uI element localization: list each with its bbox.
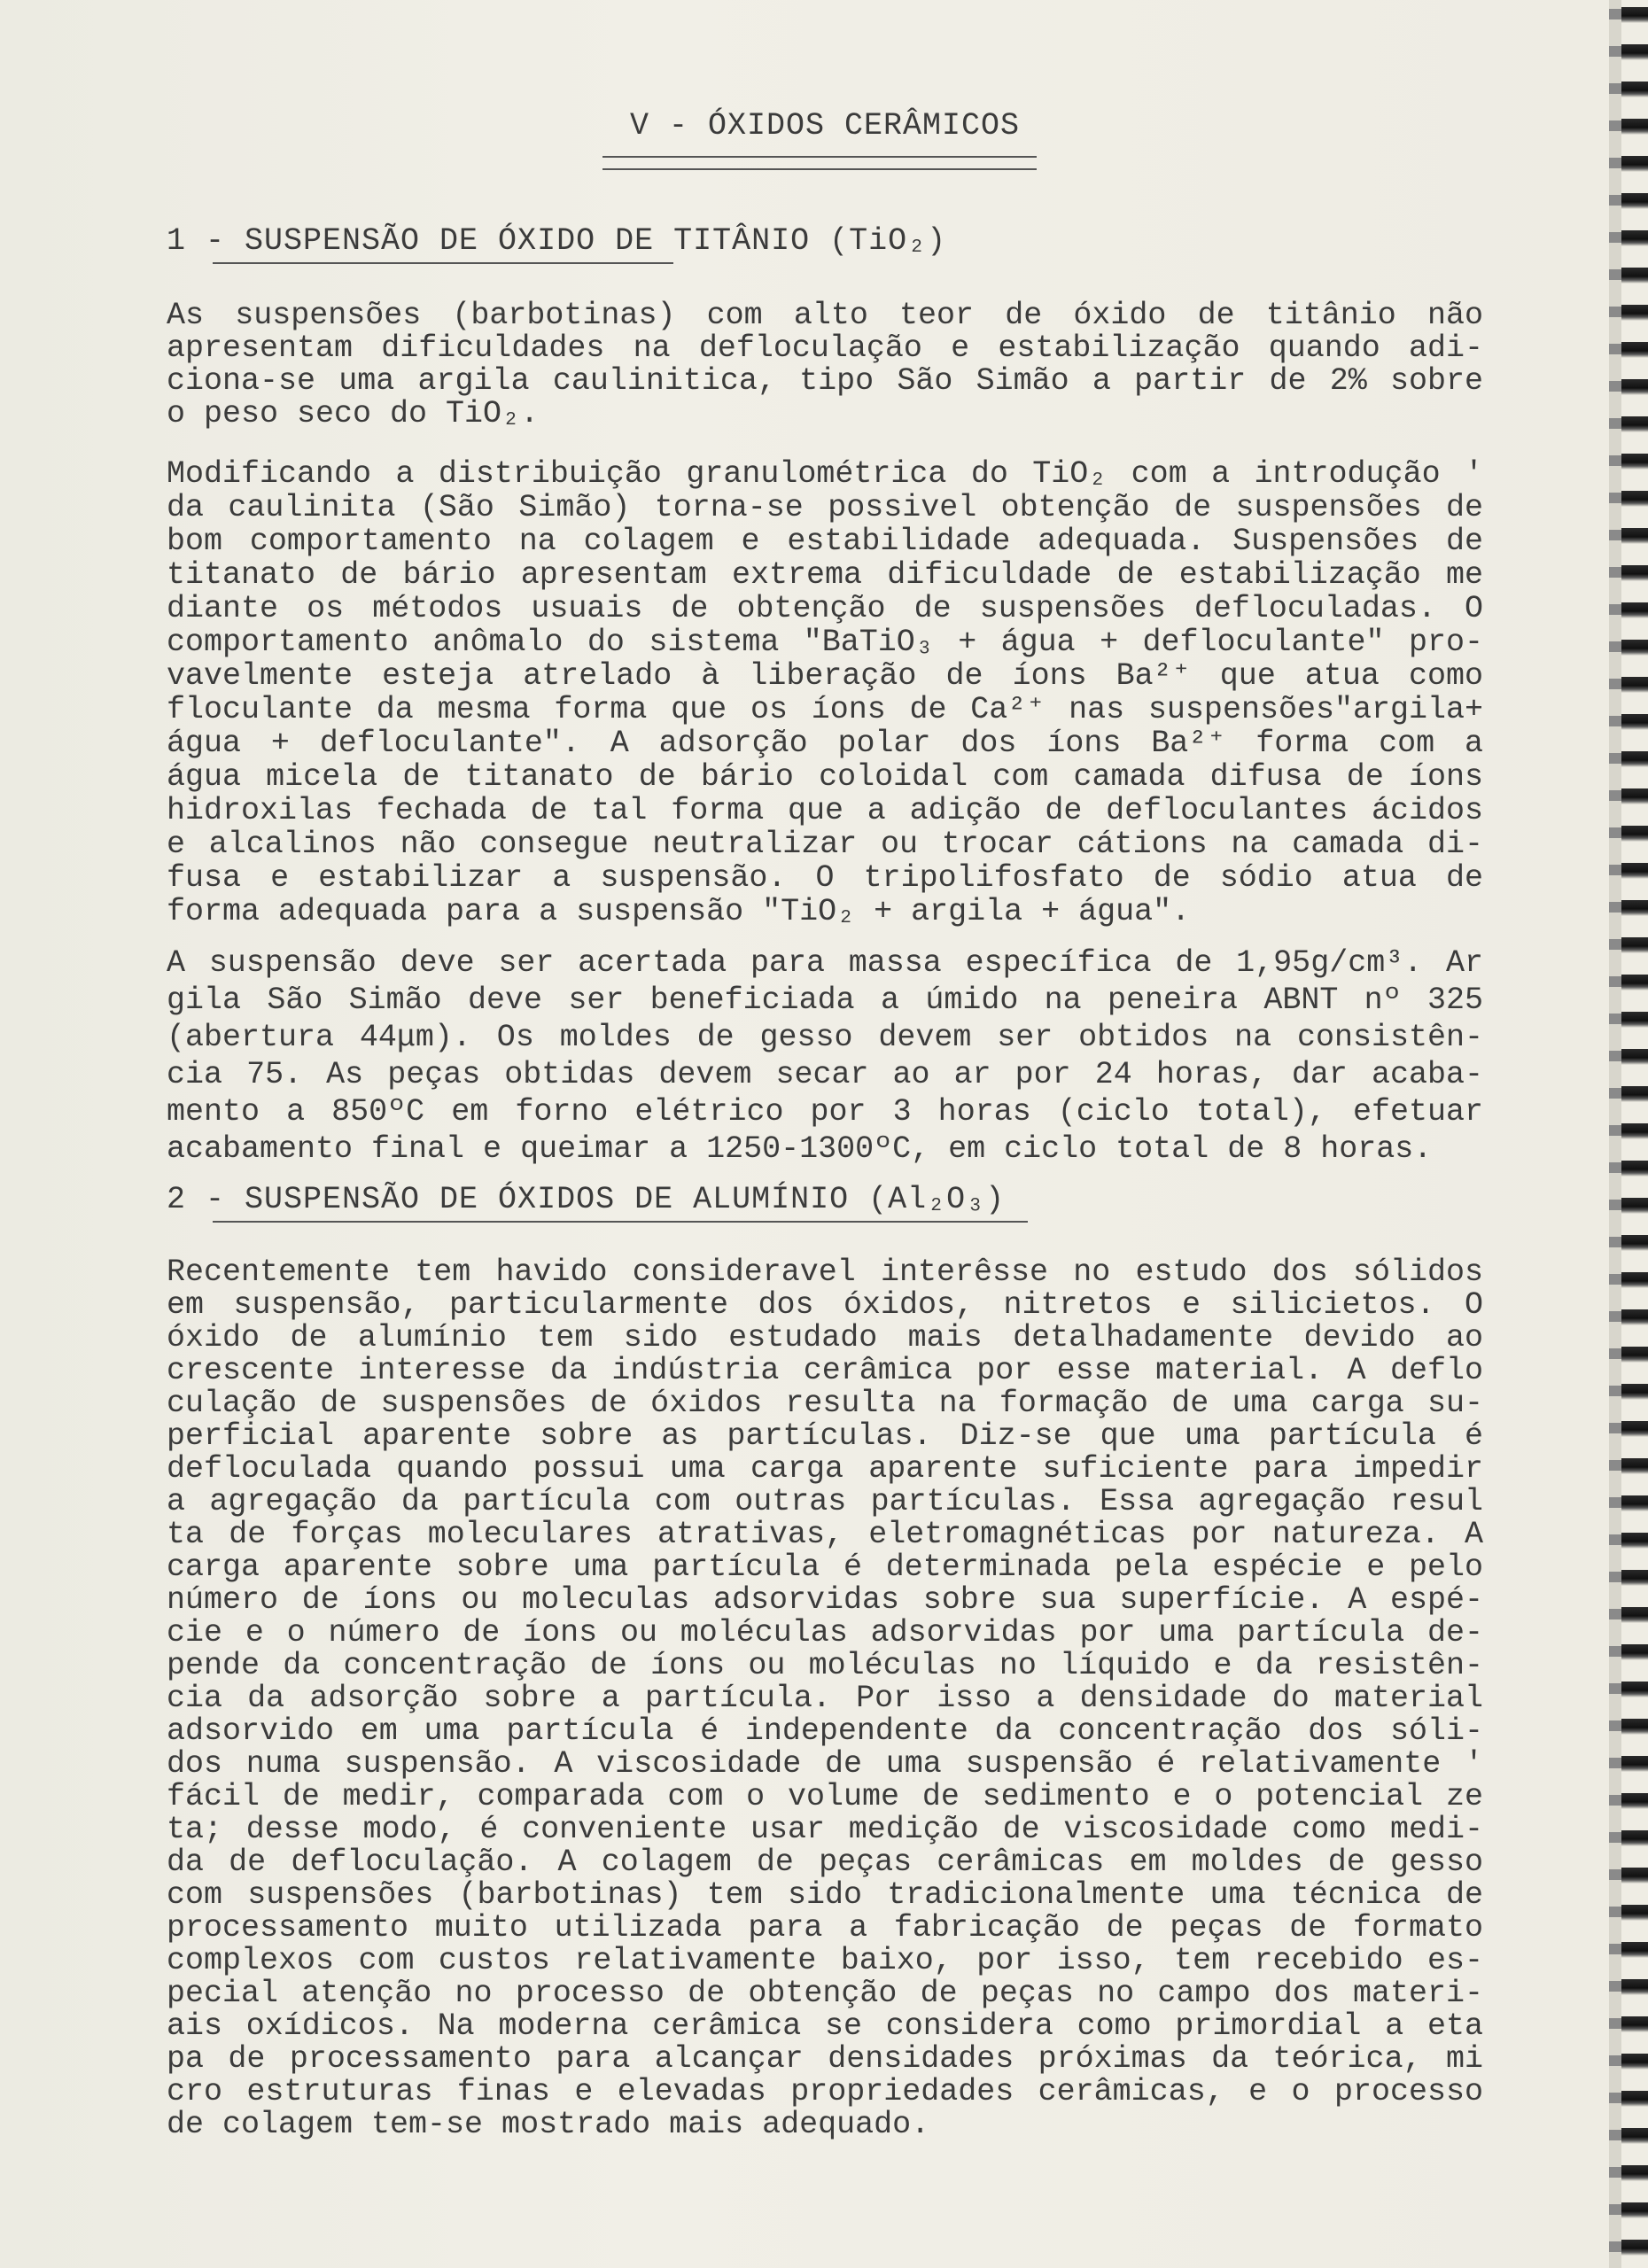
text-line: de colagem tem-se mostrado mais adequado.: [167, 2107, 930, 2142]
text-line: água micela de titanato de bário coloidal com camada difusa de íons: [167, 759, 1483, 795]
text-line: em suspensão, particularmente dos óxidos, nitretos e silicietos. O: [167, 1287, 1483, 1323]
text-line: Recentemente tem havido consideravel interêsse no estudo dos sólidos: [167, 1254, 1483, 1290]
text-line: com suspensões (barbotinas) tem sido tradicionalmente uma técnica de: [167, 1877, 1483, 1913]
text-line: vavelmente esteja atrelado à liberação de íons Ba²⁺ que atua como: [167, 658, 1483, 694]
text-line: número de íons ou moleculas adsorvidas sobre sua superfície. A espé-: [167, 1582, 1483, 1618]
section2-heading: 2 - SUSPENSÃO DE ÓXIDOS DE ALUMÍNIO (Al₂O₃): [167, 1182, 1006, 1217]
section2-heading-underline: [213, 1221, 1028, 1223]
text-line: defloculada quando possui uma carga aparente suficiente para impedir: [167, 1451, 1483, 1487]
section1-paragraph-1: [167, 299, 1483, 431]
text-line: da de defloculação. A colagem de peças cerâmicas em moldes de gesso: [167, 1845, 1483, 1880]
text-line: adsorvido em uma partícula é independente da concentração dos sóli-: [167, 1713, 1483, 1749]
text-line: água + defloculante". A adsorção polar dos íons Ba²⁺ forma com a: [167, 726, 1483, 761]
text-line: dos numa suspensão. A viscosidade de uma suspensão é relativamente ': [167, 1746, 1483, 1782]
text-line: ais oxídicos. Na moderna cerâmica se considera como primordial a eta: [167, 2008, 1483, 2044]
text-line: da caulinita (São Simão) torna-se possivel obtenção de suspensões de: [167, 490, 1483, 525]
text-line: cia 75. As peças obtidas devem secar ao ar por 24 horas, dar acaba-: [167, 1057, 1483, 1092]
text-line: bom comportamento na colagem e estabilidade adequada. Suspensões de: [167, 524, 1483, 559]
text-line: perficial aparente sobre as partículas. Diz-se que uma partícula é: [167, 1418, 1483, 1454]
text-line: As suspensões (barbotinas) com alto teor de óxido de titânio não: [167, 298, 1483, 333]
text-line: apresentam dificuldades na defloculação e estabilização quando adi-: [167, 330, 1483, 366]
text-line: titanato de bário apresentam extrema dificuldade de estabilização me: [167, 557, 1483, 593]
text-line: gila São Simão deve ser beneficiada a úmido na peneira ABNT nº 325: [167, 983, 1483, 1018]
text-line: Modificando a distribuição granulométrica do TiO₂ com a introdução ': [167, 456, 1483, 492]
section1-heading-underline: [213, 262, 673, 264]
text-line: floculante da mesma forma que os íons de Ca²⁺ nas suspensões"argila+: [167, 692, 1483, 727]
title-underline: [602, 168, 1037, 170]
text-line: hidroxilas fechada de tal forma que a adição de defloculantes ácidos: [167, 793, 1483, 828]
text-line: e alcalinos não consegue neutralizar ou trocar cátions na camada di-: [167, 827, 1483, 862]
text-line: culação de suspensões de óxidos resulta na formação de uma carga su-: [167, 1386, 1483, 1421]
section1-heading: 1 - SUSPENSÃO DE ÓXIDO DE TITÂNIO (TiO₂): [167, 223, 947, 259]
chapter-title: V - ÓXIDOS CERÂMICOS: [629, 108, 1021, 144]
text-line: ta de forças moleculares atrativas, eletromagnéticas por natureza. A: [167, 1517, 1483, 1552]
text-line: cie e o número de íons ou moléculas adsorvidas por uma partícula de-: [167, 1615, 1483, 1651]
section1-paragraph-3: [167, 944, 1483, 1168]
text-line: ta; desse modo, é conveniente usar medição de viscosidade como medi-: [167, 1812, 1483, 1847]
text-line: óxido de alumínio tem sido estudado mais detalhadamente devido ao: [167, 1320, 1483, 1355]
spiral-binding: [1609, 0, 1648, 2268]
text-line: diante os métodos usuais de obtenção de suspensões defloculadas. O: [167, 591, 1483, 626]
section2-paragraph-1: [167, 1256, 1483, 2141]
text-line: forma adequada para a suspensão "TiO₂ + argila + água".: [167, 894, 1191, 929]
text-line: pecial atenção no processo de obtenção de peças no campo dos materi-: [167, 1976, 1483, 2011]
text-line: a agregação da partícula com outras partículas. Essa agregação resul: [167, 1484, 1483, 1519]
text-line: carga aparente sobre uma partícula é determinada pela espécie e pelo: [167, 1550, 1483, 1585]
text-line: o peso seco do TiO₂.: [167, 396, 540, 431]
section1-paragraph-2: [167, 457, 1483, 928]
text-line: fácil de medir, comparada com o volume de sedimento e o potencial ze: [167, 1779, 1483, 1814]
text-line: A suspensão deve ser acertada para massa específica de 1,95g/cm³. Ar: [167, 945, 1483, 981]
text-line: (abertura 44μm). Os moldes de gesso devem ser obtidos na consistên-: [167, 1020, 1483, 1055]
title-underline: [602, 156, 1037, 158]
text-line: mento a 850ºC em forno elétrico por 3 horas (ciclo total), efetuar: [167, 1094, 1483, 1130]
text-line: acabamento final e queimar a 1250-1300ºC, em ciclo total de 8 horas.: [167, 1131, 1433, 1167]
text-line: cia da adsorção sobre a partícula. Por isso a densidade do material: [167, 1681, 1483, 1716]
text-line: pende da concentração de íons ou moléculas no líquido e da resistên-: [167, 1648, 1483, 1683]
text-line: pa de processamento para alcançar densidades próximas da teórica, mi: [167, 2041, 1483, 2077]
text-line: processamento muito utilizada para a fabricação de peças de formato: [167, 1910, 1483, 1946]
text-line: cro estruturas finas e elevadas propriedades cerâmicas, e o processo: [167, 2074, 1483, 2109]
text-line: comportamento anômalo do sistema "BaTiO₃ + água + defloculante" pro-: [167, 625, 1483, 660]
text-line: crescente interesse da indústria cerâmica por esse material. A deflo: [167, 1353, 1483, 1388]
text-line: fusa e estabilizar a suspensão. O tripolifosfato de sódio atua de: [167, 860, 1483, 896]
text-line: ciona-se uma argila caulinitica, tipo São Simão a partir de 2% sobre: [167, 363, 1483, 399]
text-line: complexos com custos relativamente baixo, por isso, tem recebido es-: [167, 1943, 1483, 1978]
